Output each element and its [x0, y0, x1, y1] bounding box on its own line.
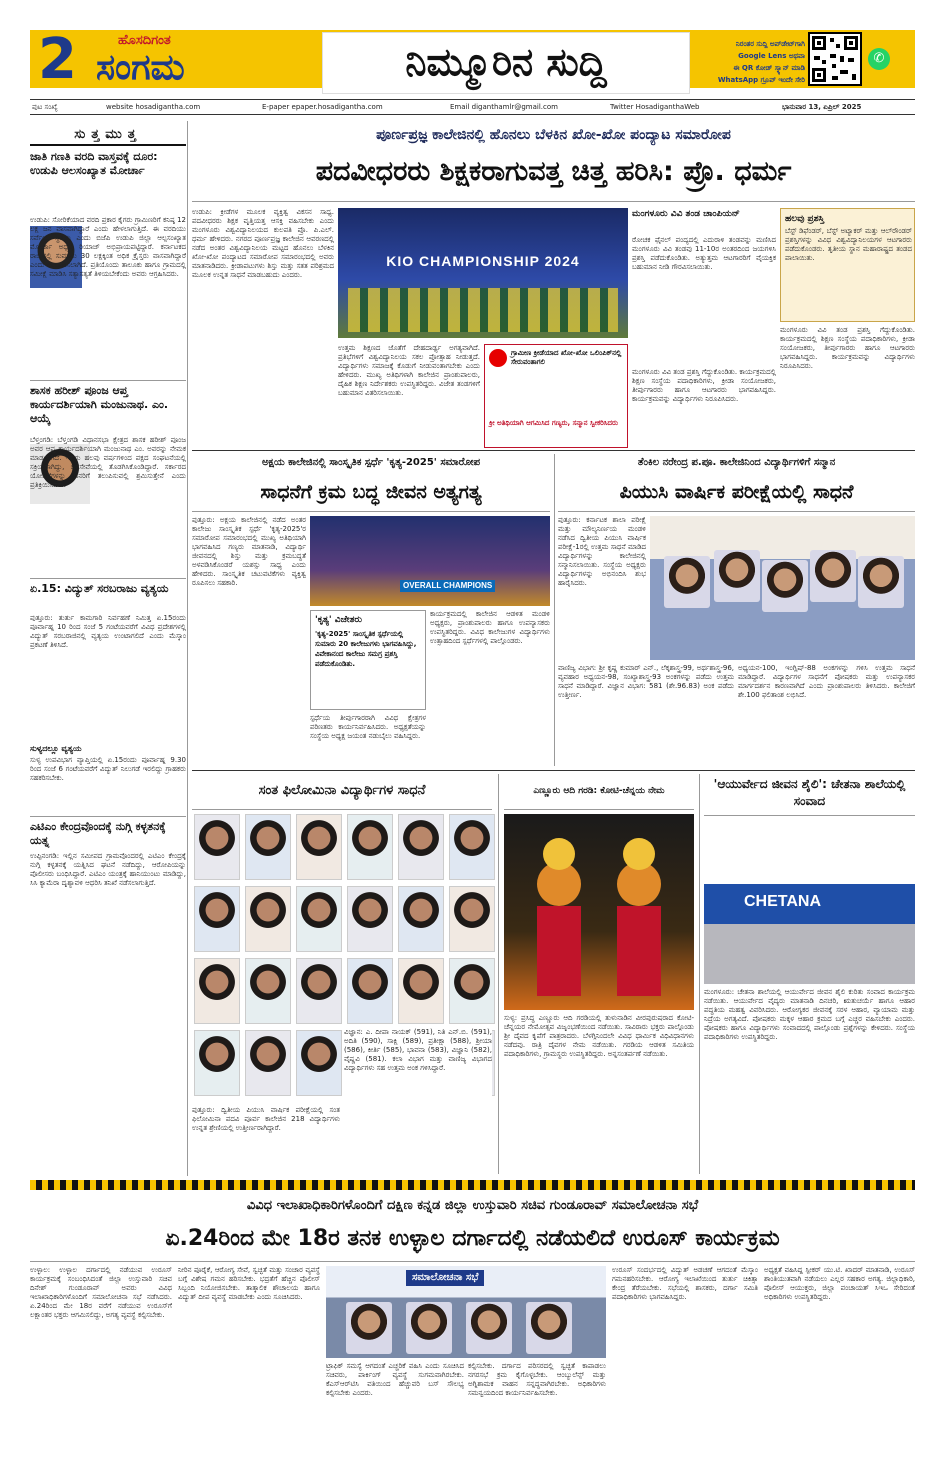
- bottom-col2: ನೀರಿನ ಪೂರೈಕೆ, ಆರೋಗ್ಯ ಸೇವೆ, ಸ್ವಚ್ಛತೆ ಮತ್ತು ಸಂಚಾರ ವ್ಯವಸ್ಥೆ ಬಗ್ಗೆ ವಿಶೇಷ ಗಮನ ಹರಿಸಬೇಕು. ಭದ್ರತೆಗೆ ಹೆಚ್ಚಿನ ಪೊಲೀಸ್ ಸಿಬ್ಬಂದಿ ನಿಯೋಜಿಸಬೇಕು. ತಾತ್ಕಾಲಿಕ ಶೌಚಾಲಯ ಹಾಗೂ ವಿದ್ಯುತ್ ದೀಪ ವ್ಯವಸ್ಥೆ ಮಾಡಬೇಕು ಎಂದು ಸೂಚಿಸಿದರು.: [178, 1266, 320, 1301]
- ayurveda-photo: [704, 884, 915, 984]
- student-portrait: [194, 958, 240, 1024]
- puc-body2: ವಾಣಿಜ್ಯ ವಿಭಾಗ: ಶ್ರೀ ಕೃಷ್ಣ ಕುಮಾರ್ ಎನ್., ಲೆಕ್ಕಶಾಸ್ತ್ರ-99, ಅರ್ಥಶಾಸ್ತ್ರ-96, ವ್ಯವಹಾರ ಅಧ್ಯಯನ-98, ಸಂಖ್ಯಾಶಾಸ್ತ್ರ-93 ಅಂಕಗಳನ್ನು ಪಡೆದು ಉತ್ತಮ ಸಾಧನೆ ಮಾಡಿದ್ದಾರೆ. ವಿಜ್ಞಾನ ವಿಭಾಗ: 581 (ಶೇ.96.83) ಅಂಕ ಪಡೆದು ಉತ್ತೀರ್ಣ.: [558, 664, 734, 699]
- whatsapp-icon: ✆: [868, 48, 890, 70]
- student-portrait: [194, 886, 240, 952]
- sutthamuttha-header: ಸುತ್ತಮುತ್ತ: [30, 124, 186, 146]
- email-link[interactable]: Email diganthamlr@gmail.com: [450, 103, 558, 111]
- student-portrait: [296, 1030, 342, 1096]
- akshaya-body3: ಸ್ಪರ್ಧೆಯ ತೀರ್ಪುಗಾರರಾಗಿ ವಿವಿಧ ಕ್ಷೇತ್ರಗಳ ಪರಿಣತರು ಕಾರ್ಯನಿರ್ವಹಿಸಿದರು. ಅಧ್ಯಕ್ಷತೆಯನ್ನು ಸಂಸ್ಥೆಯ ಅಧ್ಯಕ್ಷ ಜಯಂತ ನಡುಬೈಲು ವಹಿಸಿದ್ದರು.: [310, 714, 426, 740]
- bottom-kicker: ವಿವಿಧ ಇಲಾಖಾಧಿಕಾರಿಗಳೊಂದಿಗೆ ದಕ್ಷಿಣ ಕನ್ನಡ ಜಿಲ್ಲಾ ಉಸ್ತುವಾರಿ ಸಚಿವ ಗುಂಡೂರಾವ್ ಸಮಾಲೋಚನಾ ಸಭೆ: [246, 1198, 699, 1213]
- left-story2-body: ಬೆಳ್ತಂಗಡಿ: ಬೆಳ್ತಂಗಡಿ ವಿಧಾನಸಭಾ ಕ್ಷೇತ್ರದ ಶಾಸಕ ಹರೀಶ್ ಪೂಂಜ ಅವರ ಆಪ್ತ ಕಾರ್ಯದರ್ಶಿಯಾಗಿ ಮಂಜುನಾಥ ಎಂ. ಅವರನ್ನು ನೇಮಕ ಮಾಡಲಾಗಿದೆ. ಇವರು ಹಲವು ವರ್ಷಗಳಿಂದ ಪಕ್ಷದ ಸಂಘಟನೆಯಲ್ಲಿ ಸಕ್ರಿಯರಾಗಿದ್ದು, ಜನಸೇವೆಯಲ್ಲಿ ತೊಡಗಿಸಿಕೊಂಡಿದ್ದಾರೆ. ಸರ್ಕಾರದ ಯೋಜನೆಗಳನ್ನು ಜನರಿಗೆ ತಲುಪಿಸುವಲ್ಲಿ ಶ್ರಮಿಸುತ್ತೇನೆ ಎಂದು ಪ್ರತಿಕ್ರಿಯಿಸಿದರು.: [30, 436, 186, 489]
- student-portrait: [449, 886, 495, 952]
- enuru-body: ಸುಳ್ಯ: ಪ್ರಸಿದ್ಧ ಎಣ್ಣೂರು ಆದಿ ಗರಡಿಯಲ್ಲಿ ತುಳುನಾಡಿನ ವೀರಪುರುಷರಾದ ಕೋಟಿ-ಚೆನ್ನಯರ ನೇಮೋತ್ಸವ ವಿಜೃಂಭಣೆಯಿಂದ ನಡೆಯಿತು. ಸಾವಿರಾರು ಭಕ್ತರು ಪಾಲ್ಗೊಂಡು ಶ್ರೀ ದೈವದ ಕೃಪೆಗೆ ಪಾತ್ರರಾದರು. ಬೆಳಗ್ಗಿನಿಂದಲೇ ವಿವಿಧ ಧಾರ್ಮಿಕ ವಿಧಿವಿಧಾನಗಳು ನಡೆದವು. ರಾತ್ರಿ ದೈವಗಳ ನೇಮ ನಡೆಯಿತು. ಗರಡಿಯ ಆಡಳಿತ ಸಮಿತಿಯ ಪದಾಧಿಕಾರಿಗಳು, ಗ್ರಾಮಸ್ಥರು ಉಪಸ್ಥಿತರಿದ್ದರು. ಅನ್ನಸಂತರ್ಪಣೆ ನಡೆಯಿತು.: [504, 1014, 694, 1058]
- epaper-link[interactable]: E-paper epaper.hosadigantha.com: [262, 103, 383, 111]
- awards-body: ಬೆಸ್ಟ್ ಡಿಫೆಂಡರ್, ಬೆಸ್ಟ್ ಅಟ್ಯಾಕರ್ ಮತ್ತು ಆಲ್‌ರೌಂಡರ್ ಪ್ರಶಸ್ತಿಗಳನ್ನು ವಿವಿಧ ವಿಶ್ವವಿದ್ಯಾನಿಲಯಗಳ ಆಟಗಾರರು ಪಡೆದುಕೊಂಡರು. ತೃತೀಯ ಸ್ಥಾನ ಮಹಾರಾಷ್ಟ್ರದ ತಂಡದ ಪಾಲಾಯಿತು.: [785, 227, 912, 262]
- student-portrait: [347, 814, 393, 880]
- left-story3-headline: ಏ.15: ವಿದ್ಯುತ್ ಸರಬರಾಜು ವ್ಯತ್ಯಯ: [30, 582, 169, 595]
- lead-kicker: ಪೂರ್ಣಪ್ರಜ್ಞ ಕಾಲೇಜಿನಲ್ಲಿ ಹೊನಲು ಬೆಳಕಿನ ಖೋ-ಖೋ ಪಂದ್ಯಾಟ ಸಮಾರೋಪ: [376, 127, 731, 143]
- philomena-headline: ಸಂತ ಫಿಲೋಮಿನಾ ವಿದ್ಯಾರ್ಥಿಗಳ ಸಾಧನೆ: [192, 776, 492, 810]
- page-number: 2: [38, 27, 77, 92]
- lead-body-col4: ಮಂಗಳೂರು ವಿವಿ ತಂಡ ಪ್ರಶಸ್ತಿ ಗೆದ್ದುಕೊಂಡಿತು. ಕಾರ್ಯಕ್ರಮದಲ್ಲಿ ಶಿಕ್ಷಣ ಸಂಸ್ಥೆಯ ಪದಾಧಿಕಾರಿಗಳು, ಕ್ರೀಡಾ ಸಂಯೋಜಕರು, ತೀರ್ಪುಗಾರರು ಹಾಗೂ ಆಟಗಾರರು ಭಾಗವಹಿಸಿದ್ದರು. ಕಾರ್ಯಕ್ರಮವನ್ನು ವಿದ್ಯಾರ್ಥಿಗಳು ನಿರೂಪಿಸಿದರು.: [780, 326, 915, 370]
- student-portrait: [245, 814, 291, 880]
- lead-boxed-quote: [484, 344, 628, 448]
- promo-text: ನಿರಂತರ ಸುದ್ದಿ ಅಪ್‌ಡೇಟ್‌ಗಾಗಿ Google Lens ಅಥವಾ ಈ QR ಕೋಡ್ ಸ್ಕ್ಯಾನ್ ಮಾಡಿ WhatsApp ಗ್ರೂಪ್ ಇಂದೇ ಸೇರಿ: [717, 40, 805, 84]
- student-portrait: [449, 958, 495, 1024]
- bottom-col6: ಅಧ್ಯಕ್ಷತೆ ವಹಿಸಿದ್ದ ಸ್ಪೀಕರ್ ಯು.ಟಿ. ಖಾದರ್ ಮಾತನಾಡಿ, ಉರೂಸ್ ಶಾಂತಿಯುತವಾಗಿ ನಡೆಯಲು ಎಲ್ಲರ ಸಹಕಾರ ಅಗತ್ಯ. ಜಿಲ್ಲಾಧಿಕಾರಿ, ಪೊಲೀಸ್ ಆಯುಕ್ತರು, ಜಿಲ್ಲಾ ಪಂಚಾಯತ್ ಸಿಇಒ ಸೇರಿದಂತೆ ಅಧಿಕಾರಿಗಳು ಉಪಸ್ಥಿತರಿದ್ದರು.: [764, 1266, 915, 1301]
- bottom-photo-banner: ಸಮಾಲೋಚನಾ ಸಭೆ: [406, 1270, 484, 1286]
- student-portrait: [245, 886, 291, 952]
- lead-photo-banner: KIO CHAMPIONSHIP 2024: [386, 253, 580, 269]
- twitter-link[interactable]: Twitter HosadiganthaWeb: [610, 103, 700, 111]
- philomena-list: ವಿಜ್ಞಾನ: ಎ. ದೀಪಾ ನಾಯಕ್ (591), ನಿತಿ ಎನ್.ಬಿ. (591), ಅದಿತಿ (590), ಸಾಕ್ಷಿ (589), ಪ್ರತೀಕ್ಷಾ (588), ಶ್ರೀಯಾ (586), ಕೀರ್ತಿ (585), ಭಾವನಾ (583), ವಿಜ್ಞಾನಿ (582), ವೈಷ್ಣವಿ (581). ಕಲಾ ವಿಭಾಗ ಮತ್ತು ವಾಣಿಜ್ಯ ವಿಭಾಗದ ವಿದ್ಯಾರ್ಥಿಗಳು ಸಹ ಉತ್ತಮ ಅಂಕ ಗಳಿಸಿದ್ದಾರೆ.: [344, 1028, 492, 1172]
- bottom-col4: ಕಲ್ಪಿಸಬೇಕು. ದರ್ಗಾದ ಪರಿಸರದಲ್ಲಿ ಸ್ವಚ್ಛತೆ ಕಾಪಾಡಲು ನಗರಸಭೆ ಕ್ರಮ ಕೈಗೊಳ್ಳಬೇಕು. ಆಂಬ್ಯುಲೆನ್ಸ್ ಮತ್ತು ಅಗ್ನಿಶಾಮಕ ವಾಹನ ಸನ್ನದ್ಧವಾಗಿರಬೇಕು. ಅಧಿಕಾರಿಗಳು ಸಮನ್ವಯದಿಂದ ಕಾರ್ಯನಿರ್ವಹಿಸಬೇಕು.: [468, 1362, 606, 1397]
- student-portrait: [398, 886, 444, 952]
- lead-box-text: ಗ್ರಾಮೀಣ ಕ್ರೀಡೆಯಾದ ಖೋ-ಖೋ ಒಲಿಂಪಿಕ್‌ನಲ್ಲಿ ಸೇರುವಂತಾಗಲಿ: [511, 349, 622, 366]
- left-story2-headline: ಶಾಸಕ ಹರೀಶ್ ಪೂಂಜ ಆಪ್ತ ಕಾರ್ಯದರ್ಶಿಯಾಗಿ ಮಂಜುನಾಥ. ಎಂ. ಆಯ್ಕೆ: [30, 384, 169, 425]
- akshaya-headline: ಸಾಧನೆಗೆ ಕ್ರಮ ಬದ್ಧ ಜೀವನ ಅತ್ಯಗತ್ಯ: [192, 476, 550, 512]
- puc-headline: ಪಿಯುಸಿ ವಾರ್ಷಿಕ ಪರೀಕ್ಷೆಯಲ್ಲಿ ಸಾಧನೆ: [558, 476, 915, 512]
- vodafone-like-icon: [489, 349, 507, 367]
- brand-small: ಹೊಸದಿಗಂತ: [118, 33, 171, 48]
- bottom-headline: ಏ.24ರಿಂದ ಮೇ 18ರ ತನಕ ಉಳ್ಳಾಲ ದರ್ಗಾದಲ್ಲಿ ನಡೆಯಲಿದೆ ಉರೂಸ್ ಕಾರ್ಯಕ್ರಮ: [30, 1220, 915, 1262]
- lead-body-col1: ಉಡುಪಿ: ಕ್ರೀಡೆಗಳ ಮೂಲಕ ವ್ಯಕ್ತಿತ್ವ ವಿಕಸನ ಸಾಧ್ಯ. ಪದವೀಧರರು ಶಿಕ್ಷಕ ವೃತ್ತಿಯತ್ತ ಆಸಕ್ತಿ ವಹಿಸಬೇಕು ಎಂದು ಮಂಗಳೂರು ವಿಶ್ವವಿದ್ಯಾನಿಲಯದ ಕುಲಪತಿ ಪ್ರೊ. ಪಿ.ಎಲ್. ಧರ್ಮ ಹೇಳಿದರು. ನಗರದ ಪೂರ್ಣಪ್ರಜ್ಞ ಕಾಲೇಜಿನ ಆವರಣದಲ್ಲಿ ನಡೆದ ಅಂತರ ವಿಶ್ವವಿದ್ಯಾನಿಲಯ ಮಟ್ಟದ ಹೊನಲು ಬೆಳಕಿನ ಖೋ-ಖೋ ಪಂದ್ಯಾಟದ ಸಮಾರೋಪ ಸಮಾರಂಭದಲ್ಲಿ ಅವರು ಮಾತನಾಡಿದರು. ಕ್ರೀಡಾಪಟುಗಳು ಶಿಸ್ತು ಮತ್ತು ಸತತ ಪರಿಶ್ರಮದ ಮೂಲಕ ಉನ್ನತ ಸಾಧನೆ ಮಾಡಬಹುದು ಎಂದರು.: [192, 208, 334, 279]
- akshaya-body2: ಕಾರ್ಯಕ್ರಮದಲ್ಲಿ ಕಾಲೇಜಿನ ಆಡಳಿತ ಮಂಡಳಿ ಅಧ್ಯಕ್ಷರು, ಪ್ರಾಂಶುಪಾಲರು ಹಾಗೂ ಉಪನ್ಯಾಸಕರು ಉಪಸ್ಥಿತರಿದ್ದರು. ವಿವಿಧ ಕಾಲೇಜುಗಳ ವಿದ್ಯಾರ್ಥಿಗಳು ಉತ್ಸಾಹದಿಂದ ಸ್ಪರ್ಧೆಗಳಲ್ಲಿ ಪಾಲ್ಗೊಂಡರು.: [430, 610, 550, 645]
- left-story1-headline: ಜಾತಿ ಗಣತಿ ವರದಿ ವಾಸ್ತವಕ್ಕೆ ದೂರ: ಉಡುಪಿ ಆಲಸಂಖ್ಯಾತ ಮೋರ್ಚಾ: [30, 150, 158, 177]
- akshaya-box-head: 'ಕೃತ್ಯ' ವಿಜೇತರು: [315, 615, 362, 625]
- issue-date: ಭಾನುವಾರ 13, ಏಪ್ರಿಲ್ 2025: [782, 103, 862, 111]
- student-portrait: [398, 958, 444, 1024]
- student-portrait: [296, 814, 342, 880]
- philomena-caption: ಪುತ್ತೂರು: ದ್ವಿತೀಯ ಪಿಯುಸಿ ವಾರ್ಷಿಕ ಪರೀಕ್ಷೆಯಲ್ಲಿ ಸಂತ ಫಿಲೋಮಿನಾ ಪದವಿ ಪೂರ್ವ ಕಾಲೇಜಿನ 218 ವಿದ್ಯಾರ್ಥಿಗಳು ಉನ್ನತ ಶ್ರೇಣಿಯಲ್ಲಿ ಉತ್ತೀರ್ಣರಾಗಿದ್ದಾರೆ.: [192, 1106, 340, 1132]
- akshaya-winners-box: [310, 610, 426, 710]
- akshaya-body1: ಪುತ್ತೂರು: ಅಕ್ಷಯ ಕಾಲೇಜಿನಲ್ಲಿ ನಡೆದ ಅಂತರ ಕಾಲೇಜು ಸಾಂಸ್ಕೃತಿಕ ಸ್ಪರ್ಧೆ 'ಕೃತ್ಯ-2025'ರ ಸಮಾರೋಪ ಸಮಾರಂಭದಲ್ಲಿ ಮುಖ್ಯ ಅತಿಥಿಯಾಗಿ ಭಾಗವಹಿಸಿದ ಗಣ್ಯರು ಮಾತನಾಡಿ, ವಿದ್ಯಾರ್ಥಿ ಜೀವನದಲ್ಲಿ ಶಿಸ್ತು ಮತ್ತು ಕ್ರಮಬದ್ಧತೆ ಅಳವಡಿಸಿಕೊಂಡರೆ ಯಶಸ್ಸು ಸಾಧ್ಯ ಎಂದು ಹೇಳಿದರು. ಸಾಂಸ್ಕೃತಿಕ ಚಟುವಟಿಕೆಗಳು ವ್ಯಕ್ತಿತ್ವ ರೂಪಿಸಲು ಸಹಕಾರಿ.: [192, 516, 306, 587]
- student-portrait: [245, 1030, 291, 1096]
- akshaya-photo-banner: OVERALL CHAMPIONS: [400, 580, 495, 592]
- left-story1-body: ಉಡುಪಿ: ಸೋರಿಕೆಯಾದ ವರದಿ ಪ್ರಕಾರ ಕೈಗರು ಗ್ರಾಮಿಣರಿಗೆ ಕನಿಷ್ಠ 12 ಲಕ್ಷ ಜನ ವಾಸವಾಗಿದ್ದಾರೆ ಎಂದು ಹೇಳಲಾಗುತ್ತಿದೆ. ಈ ವರದಿಯು ಸರ್ವೆಯ ಸ್ಥಿತಿಯ ಎಂದು ಬಿಜೆಪಿ ಉಡುಪಿ ಜಿಲ್ಲಾ ಆಲ್ಪಸಂಖ್ಯಾತ ಮೋರ್ಚಾ ಅಧ್ಯಕ್ಷ ರಿಯಾಜ್ ಅಭಿಪ್ರಾಯಪಟ್ಟಿದ್ದಾರೆ. ಕರ್ನಾಟಕದ ರಾಜ್ಯದಲ್ಲಿ ಸುಮಾರು 30 ಲಕ್ಷಕ್ಕಿಂತ ಅಧಿಕ ಕ್ರೈಸ್ತರು ವಾಸವಾಗಿದ್ದಾರೆ ಎಂದು ಅಂದಾಜಿಸಲಾಗಿದೆ. ಪ್ರತಿಯೊಂದು ತಾಲೂಕು ಹಾಗೂ ಗ್ರಾಮದಲ್ಲಿ ಸಮೀಕ್ಷೆ ಮಾಡಿಸಿ ಸತ್ಯಾಸತ್ಯತೆ ತಿಳಿಯಬೇಕೆಂದು ಅವರು ಆಗ್ರಹಿಸಿದರು.: [30, 216, 186, 278]
- student-portrait: [398, 814, 444, 880]
- left-story4-body: ಉಪ್ಪಿನಂಗಡಿ: ಇಲ್ಲಿನ ಸಮೀಪದ ಗ್ರಾಮವೊಂದರಲ್ಲಿ ಎಟಿಎಂ ಕೇಂದ್ರಕ್ಕೆ ನುಗ್ಗಿ ಕಳ್ಳತನಕ್ಕೆ ಯತ್ನಿಸಿದ ಘಟನೆ ನಡೆದಿದ್ದು, ಆರೋಪಿಯನ್ನು ಪೊಲೀಸರು ಬಂಧಿಸಿದ್ದಾರೆ. ಎಟಿಎಂ ಯಂತ್ರಕ್ಕೆ ಹಾನಿಯುಂಟು ಮಾಡಿದ್ದು, ಸಿಸಿ ಕ್ಯಾಮೆರಾ ದೃಶ್ಯಾವಳಿ ಆಧರಿಸಿ ತನಿಖೆ ನಡೆಸಲಾಗುತ್ತಿದೆ.: [30, 852, 186, 887]
- left-story3-body: ಪುತ್ತೂರು: ತುರ್ತು ಕಾಮಗಾರಿ ನಿರ್ವಹಣೆ ನಿಮಿತ್ತ ಏ.15ರಂದು ಪೂರ್ವಾಹ್ನ 10 ರಿಂದ ಸಂಜೆ 5 ಗಂಟೆಯವರೆಗೆ ವಿವಿಧ ಪ್ರದೇಶಗಳಲ್ಲಿ ವಿದ್ಯುತ್ ಸರಬರಾಜಿನಲ್ಲಿ ವ್ಯತ್ಯಯ ಉಂಟಾಗಲಿದೆ ಎಂದು ಮೆಸ್ಕಾಂ ಪ್ರಕಟಣೆ ತಿಳಿಸಿದೆ.: [30, 614, 186, 649]
- bottom-col1: ಉಳ್ಳಾಲ: ಉಳ್ಳಾಲ ದರ್ಗಾದಲ್ಲಿ ನಡೆಯುವ ಉರೂಸ್ ಕಾರ್ಯಕ್ರಮಕ್ಕೆ ಸಂಬಂಧಿಸಿದಂತೆ ಜಿಲ್ಲಾ ಉಸ್ತುವಾರಿ ಸಚಿವ ದಿನೇಶ್ ಗುಂಡೂರಾವ್ ಅವರು ವಿವಿಧ ಇಲಾಖಾಧಿಕಾರಿಗಳೊಂದಿಗೆ ಸಮಾಲೋಚನಾ ಸಭೆ ನಡೆಸಿದರು. ಏ.24ರಿಂದ ಮೇ 18ರ ವರೆಗೆ ನಡೆಯುವ ಉರೂಸ್‌ಗೆ ಲಕ್ಷಾಂತರ ಭಕ್ತರು ಆಗಮಿಸಲಿದ್ದು, ಅಗತ್ಯ ವ್ಯವಸ್ಥೆ ಕಲ್ಪಿಸಬೇಕು.: [30, 1266, 172, 1319]
- awards-box: [780, 208, 915, 322]
- website-link[interactable]: website hosadigantha.com: [106, 103, 201, 111]
- ayurveda-headline: 'ಆಯುರ್ವೇದ ಜೀವನ ಶೈಲಿ': ಚೇತನಾ ಶಾಲೆಯಲ್ಲಿ ಸಂವಾದ: [704, 776, 915, 816]
- left-column-rule: [187, 121, 188, 1176]
- bottom-col3: ಟ್ರಾಫಿಕ್ ಸಮಸ್ಯೆ ಆಗದಂತೆ ಎಚ್ಚರಿಕೆ ವಹಿಸಿ ಎಂದು ಸೂಚಿಸಿದ ಸಚಿವರು, ಪಾರ್ಕಿಂಗ್ ವ್ಯವಸ್ಥೆ ಸುಗಮವಾಗಿರಬೇಕು. ಕೆಎಸ್ಆರ್‌ಟಿಸಿ ವತಿಯಿಂದ ಹೆಚ್ಚುವರಿ ಬಸ್ ಸೌಲಭ್ಯ ಕಲ್ಪಿಸಬೇಕು ಎಂದರು.: [326, 1362, 464, 1397]
- bottom-photo: [326, 1266, 606, 1358]
- section-title: ನಿಮ್ಮೂರಿನ ಸುದ್ದಿ: [405, 40, 607, 84]
- student-portrait: [347, 886, 393, 952]
- akshaya-kicker: ಅಕ್ಷಯ ಕಾಲೇಜಿನಲ್ಲಿ ಸಾಂಸ್ಕೃತಿಕ ಸ್ಪರ್ಧೆ 'ಕೃತ್ಯ-2025' ಸಮಾರೋಪ: [261, 457, 481, 468]
- student-portrait: [449, 814, 495, 880]
- student-portrait: [194, 1030, 240, 1096]
- lead-body-col2: ಉತ್ತಮ ಶಿಕ್ಷಣದ ಜೊತೆಗೆ ದೇಹದಾರ್ಢ್ಯ ಅಗತ್ಯವಾಗಿದೆ. ಪ್ರತಿಭೆಗಳಿಗೆ ವಿಶ್ವವಿದ್ಯಾನಿಲಯ ಸಕಲ ಪ್ರೋತ್ಸಾಹ ನೀಡುತ್ತದೆ. ವಿದ್ಯಾರ್ಥಿಗಳು ಸಮಾಜಕ್ಕೆ ಕೊಡುಗೆ ನೀಡುವಂತಾಗಬೇಕು ಎಂದು ಹೇಳಿದರು. ಮುಖ್ಯ ಅತಿಥಿಗಳಾಗಿ ಕಾಲೇಜಿನ ಪ್ರಾಂಶುಪಾಲರು, ದೈಹಿಕ ಶಿಕ್ಷಣ ನಿರ್ದೇಶಕರು ಉಪಸ್ಥಿತರಿದ್ದರು. ವಿಜೇತ ತಂಡಗಳಿಗೆ ಬಹುಮಾನ ವಿತರಿಸಲಾಯಿತು.: [338, 344, 480, 397]
- bottom-col5: ಉರೂಸ್ ಸಂದರ್ಭದಲ್ಲಿ ವಿದ್ಯುತ್ ಅಡಚಣೆ ಆಗದಂತೆ ಮೆಸ್ಕಾಂ ಗಮನಹರಿಸಬೇಕು. ಆರೋಗ್ಯ ಇಲಾಖೆಯಿಂದ ತುರ್ತು ಚಿಕಿತ್ಸಾ ಕೇಂದ್ರ ತೆರೆಯಬೇಕು. ಸಭೆಯಲ್ಲಿ ಶಾಸಕರು, ದರ್ಗಾ ಸಮಿತಿ ಪದಾಧಿಕಾರಿಗಳು ಭಾಗವಹಿಸಿದ್ದರು.: [612, 1266, 758, 1301]
- masthead: [0, 0, 945, 96]
- pages-label: ಪುಟ ಸಂಖ್ಯೆ: [32, 103, 58, 111]
- left-story3-subbody: ಸುಳ್ಯ ಉಪವಿಭಾಗ ವ್ಯಾಪ್ತಿಯಲ್ಲಿ ಏ.15ರಂದು ಪೂರ್ವಾಹ್ನ 9.30 ರಿಂದ ಸಂಜೆ 6 ಗಂಟೆಯವರೆಗೆ ವಿದ್ಯುತ್ ನಿಲುಗಡೆ ಇರಲಿದ್ದು ಗ್ರಾಹಕರು ಸಹಕರಿಸಬೇಕು.: [30, 756, 186, 782]
- bottom-divider: [30, 1180, 915, 1190]
- student-portrait: [347, 958, 393, 1024]
- ayurveda-banner: CHETANA: [744, 893, 822, 910]
- puc-kicker: ತೆಂಕಿಲ ನರೇಂದ್ರ ಪ.ಪೂ. ಕಾಲೇಜಿನಿಂದ ವಿದ್ಯಾರ್ಥಿಗಳಿಗೆ ಸನ್ಮಾನ: [637, 457, 836, 468]
- akshaya-box-body: 'ಕೃತ್ಯ-2025' ಸಾಂಸ್ಕೃತಿಕ ಸ್ಪರ್ಧೆಯಲ್ಲಿ ಸುಮಾರು 20 ಕಾಲೇಜುಗಳು ಭಾಗವಹಿಸಿದ್ದು, ವಿವೇಕಾನಂದ ಕಾಲೇಜು ಸಮಗ್ರ ಪ್ರಶಸ್ತಿ ಪಡೆದುಕೊಂಡಿತು.: [315, 630, 417, 668]
- lead-headline: ಪದವೀಧರರು ಶಿಕ್ಷಕರಾಗುವತ್ತ ಚಿತ್ತ ಹರಿಸಿ: ಪ್ರೊ. ಧರ್ಮ: [192, 150, 915, 202]
- info-bar: [30, 99, 915, 115]
- student-portrait: [296, 958, 342, 1024]
- puc-photo: [650, 516, 915, 660]
- puc-body1: ಪುತ್ತೂರು: ಕರ್ನಾಟಕ ಶಾಲಾ ಪರೀಕ್ಷೆ ಮತ್ತು ಮೌಲ್ಯನಿರ್ಣಯ ಮಂಡಳಿ ನಡೆಸಿದ ದ್ವಿತೀಯ ಪಿಯುಸಿ ವಾರ್ಷಿಕ ಪರೀಕ್ಷೆ-1ರಲ್ಲಿ ಉತ್ತಮ ಸಾಧನೆ ಮಾಡಿದ ವಿದ್ಯಾರ್ಥಿಗಳನ್ನು ಕಾಲೇಜಿನಲ್ಲಿ ಸನ್ಮಾನಿಸಲಾಯಿತು. ಸಂಸ್ಥೆಯ ಅಧ್ಯಕ್ಷರು ವಿದ್ಯಾರ್ಥಿಗಳನ್ನು ಅಭಿನಂದಿಸಿ ಶುಭ ಹಾರೈಸಿದರು.: [558, 516, 646, 587]
- champion-box: [632, 208, 776, 364]
- brand-big: ಸಂಗಮ: [96, 47, 185, 88]
- deity-figures: [504, 814, 694, 1010]
- lead-body-col3: ಮಂಗಳೂರು ವಿವಿ ತಂಡ ಪ್ರಶಸ್ತಿ ಗೆದ್ದುಕೊಂಡಿತು. ಕಾರ್ಯಕ್ರಮದಲ್ಲಿ ಶಿಕ್ಷಣ ಸಂಸ್ಥೆಯ ಪದಾಧಿಕಾರಿಗಳು, ಕ್ರೀಡಾ ಸಂಯೋಜಕರು, ತೀರ್ಪುಗಾರರು ಹಾಗೂ ಆಟಗಾರರು ಭಾಗವಹಿಸಿದ್ದರು. ಕಾರ್ಯಕ್ರಮವನ್ನು ವಿದ್ಯಾರ್ಥಿಗಳು ನಿರೂಪಿಸಿದರು.: [632, 368, 776, 403]
- lead-box-caption: ಕ್ರೀ ಅತಿಥಿಯಾಗಿ ಆಗಮಿಸಿದ ಗಣ್ಯರು, ಸನ್ಮಾನ ಸ್ವೀಕರಿಸಿದರು: [489, 419, 618, 427]
- ayurveda-body: ಮಂಗಳೂರು: ಚೇತನಾ ಶಾಲೆಯಲ್ಲಿ ಆಯುರ್ವೇದ ಜೀವನ ಶೈಲಿ ಕುರಿತು ಸಂವಾದ ಕಾರ್ಯಕ್ರಮ ನಡೆಯಿತು. ಆಯುರ್ವೇದ ವೈದ್ಯರು ಮಾತನಾಡಿ ದಿನಚರಿ, ಋತುಚರ್ಯೆ ಹಾಗೂ ಆಹಾರ ಪದ್ಧತಿಯ ಮಹತ್ವ ವಿವರಿಸಿದರು. ಆರೋಗ್ಯಕರ ಜೀವನಕ್ಕೆ ಸರಳ ಆಹಾರ, ವ್ಯಾಯಾಮ ಮತ್ತು ನಿದ್ರೆಯ ಅಗತ್ಯವಿದೆ. ಪೋಷಕರು ಮಕ್ಕಳ ಆಹಾರ ಕ್ರಮದ ಬಗ್ಗೆ ಎಚ್ಚರ ವಹಿಸಬೇಕು ಎಂದರು. ಪೋಷಕರು ಹಾಗೂ ವಿದ್ಯಾರ್ಥಿಗಳು ಸಂವಾದದಲ್ಲಿ ಪಾಲ್ಗೊಂಡು ಪ್ರಶ್ನೆಗಳನ್ನು ಕೇಳಿದರು. ಸಂಸ್ಥೆಯ ಪದಾಧಿಕಾರಿಗಳು ಉಪಸ್ಥಿತರಿದ್ದರು.: [704, 988, 915, 1041]
- enuru-photo: [504, 814, 694, 1010]
- puc-body3: ಅಧ್ಯಯನ-100, ಇಂಗ್ಲಿಷ್-88 ಅಂಕಗಳನ್ನು ಗಳಿಸಿ ಉತ್ತಮ ಸಾಧನೆ ಮಾಡಿದ್ದಾರೆ. ವಿದ್ಯಾರ್ಥಿಗಳ ಸಾಧನೆಗೆ ಪೋಷಕರು ಮತ್ತು ಉಪನ್ಯಾಸಕರ ಮಾರ್ಗದರ್ಶನ ಕಾರಣವಾಗಿದೆ ಎಂದು ಪ್ರಾಂಶುಪಾಲರು ತಿಳಿಸಿದರು. ಕಾಲೇಜಿಗೆ ಶೇ.100 ಫಲಿತಾಂಶ ಲಭಿಸಿದೆ.: [738, 664, 915, 699]
- student-portrait: [296, 886, 342, 952]
- left-story3-subhead: ಸುಳ್ಯದಲ್ಲೂ ವ್ಯತ್ಯಯ: [30, 744, 82, 753]
- awards-headline: ಹಲವು ಪ್ರಶಸ್ತಿ: [785, 214, 825, 224]
- student-portrait: [194, 814, 240, 880]
- champion-body: ರೋಚಕ ಫೈನಲ್ ಪಂದ್ಯದಲ್ಲಿ ಎದುರಾಳಿ ತಂಡವನ್ನು ಮಣಿಸಿದ ಮಂಗಳೂರು ವಿವಿ ತಂಡವು 11-10ರ ಅಂತರದಿಂದ ಜಯಗಳಿಸಿ ಪ್ರಶಸ್ತಿ ಪಡೆದುಕೊಂಡಿತು. ಅತ್ಯುತ್ತಮ ಆಟಗಾರರಿಗೆ ವೈಯಕ್ತಿಕ ಬಹುಮಾನ ನೀಡಿ ಗೌರವಿಸಲಾಯಿತು.: [632, 236, 776, 271]
- lead-photo: [338, 208, 628, 338]
- champion-headline: ಮಂಗಳೂರು ವಿವಿ ತಂಡ ಚಾಂಪಿಯನ್: [632, 209, 740, 219]
- qr-code-icon[interactable]: [808, 32, 862, 86]
- enuru-headline: ಎಣ್ಣೂರು ಆದಿ ಗರಡಿ: ಕೋಟಿ-ಚೆನ್ನಯ ನೇಮ: [504, 776, 694, 810]
- left-story4-headline: ಎಟಿಎಂ ಕೇಂದ್ರವೊಂದಕ್ಕೆ ನುಗ್ಗಿ ಕಳ್ಳತನಕ್ಕೆ ಯತ್ನ: [30, 820, 166, 847]
- akshaya-photo: [310, 516, 550, 606]
- student-portrait: [245, 958, 291, 1024]
